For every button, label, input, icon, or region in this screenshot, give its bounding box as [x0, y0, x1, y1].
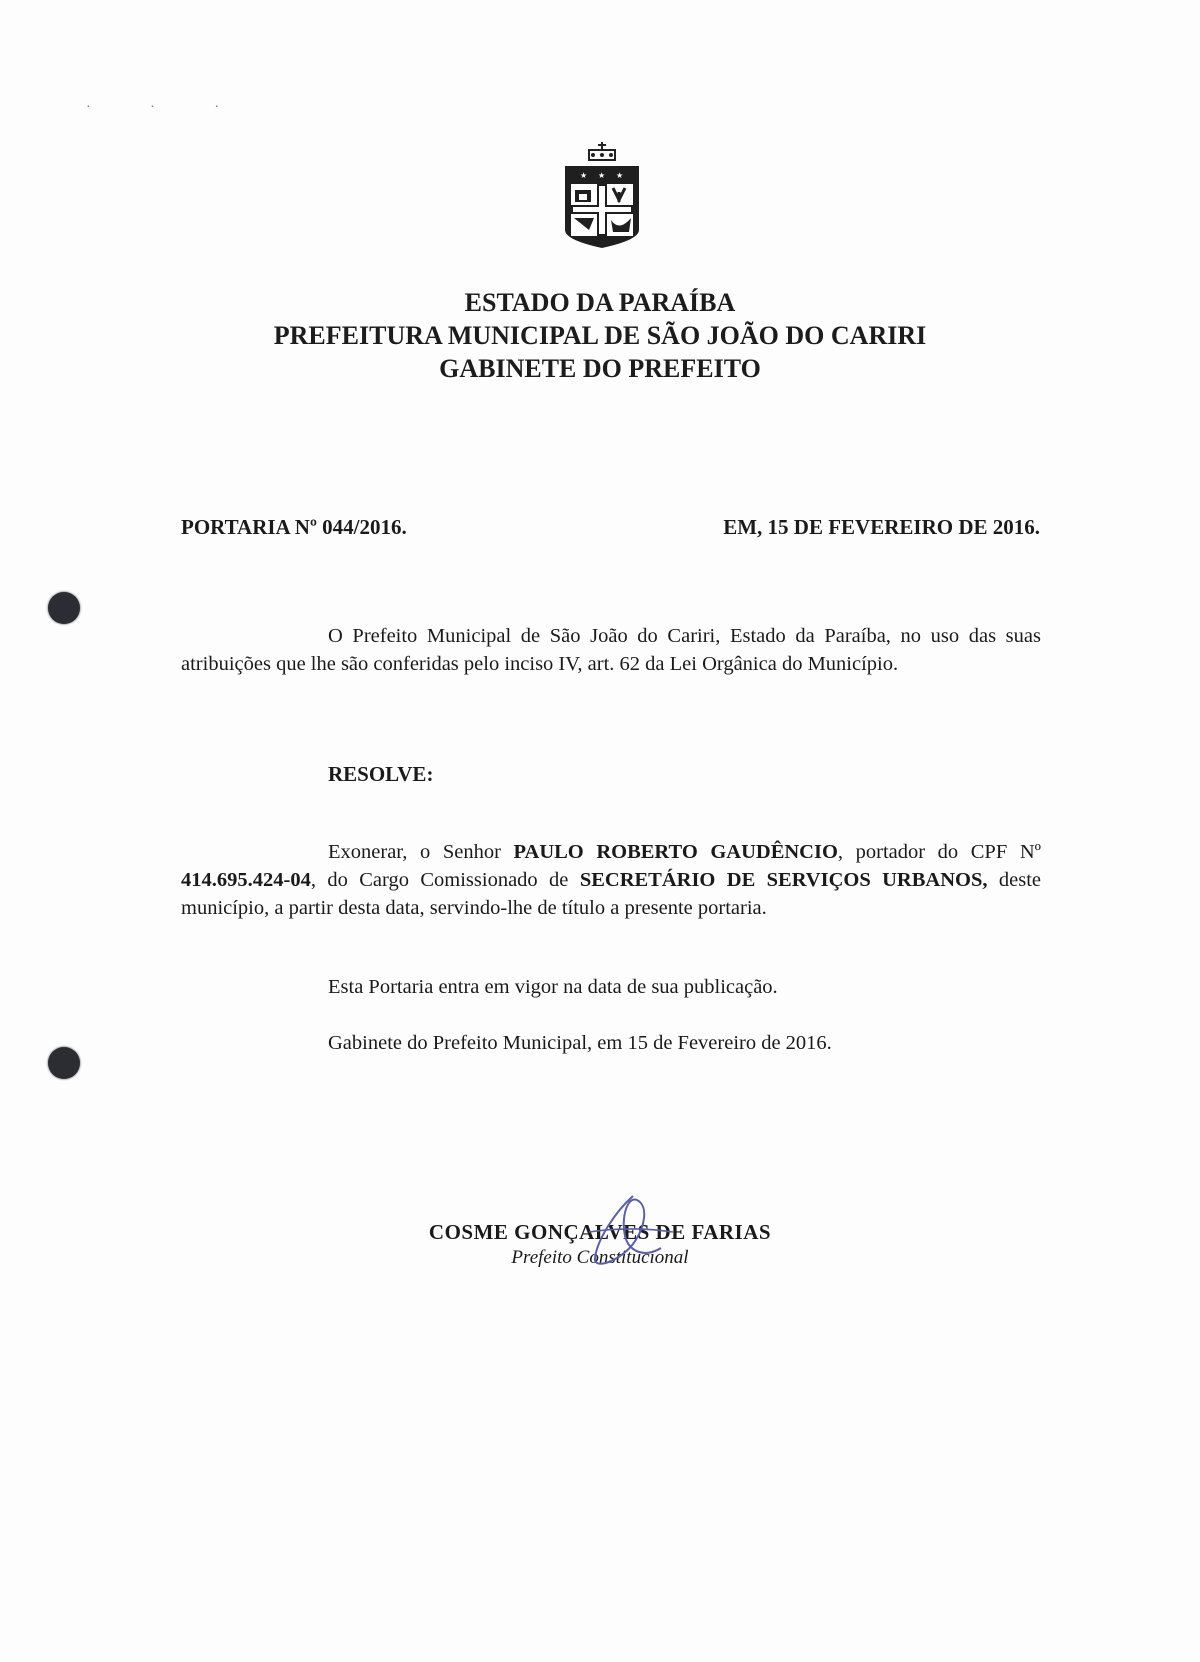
- exoneration-paragraph: [181, 838, 1041, 922]
- intro-paragraph: O Prefeito Municipal de São João do Cariri, Estado da Paraíba, no uso das suas atribuições que lhe são conferidas pelo inciso IV, art. 62 da Lei Orgânica do Município.: [181, 625, 1041, 675]
- header-gabinete: GABINETE DO PREFEITO: [439, 354, 761, 383]
- header-prefeitura: PREFEITURA MUNICIPAL DE SÃO JOÃO DO CARIRI: [273, 321, 927, 350]
- position-title: SECRETÁRIO DE SERVIÇOS URBANOS,: [579, 869, 988, 891]
- exoneration-text-4: deste município, a partir desta data, servindo-lhe de título a presente portaria.: [181, 869, 1041, 919]
- portaria-date: EM, 15 DE FEVEREIRO DE 2016.: [723, 515, 1040, 539]
- portaria-number: PORTARIA Nº 044/2016.: [181, 515, 407, 539]
- punch-hole-top: [48, 592, 80, 624]
- punch-hole-bottom: [48, 1047, 80, 1079]
- coat-of-arms-icon: [559, 140, 645, 250]
- exoneration-text-2: , portador do CPF Nº: [837, 841, 1041, 863]
- svg-text:★: ★: [598, 171, 606, 180]
- signer-name: COSME GONÇALVES DE FARIAS: [428, 1220, 772, 1244]
- header-state: ESTADO DA PARAÍBA: [464, 288, 736, 317]
- closing-sentence: Gabinete do Prefeito Municipal, em 15 de Fevereiro de 2016.: [328, 1032, 832, 1054]
- svg-text:★: ★: [616, 171, 624, 180]
- signer-role: Prefeito Constitucional: [511, 1247, 689, 1268]
- svg-text:★: ★: [580, 171, 588, 180]
- scan-specks: · · ·: [86, 100, 247, 115]
- exoneration-text-3: , do Cargo Comissionado de: [310, 869, 580, 891]
- exoneration-text-1: Exonerar, o Senhor: [328, 841, 514, 863]
- person-name: PAULO ROBERTO GAUDÊNCIO: [513, 841, 838, 863]
- document-header: [0, 286, 1200, 385]
- handwritten-signature: [575, 1192, 685, 1272]
- cpf-number: 414.695.424-04: [181, 869, 311, 891]
- resolve-heading: RESOLVE:: [328, 762, 434, 786]
- effective-date-sentence: Esta Portaria entra em vigor na data de sua publicação.: [328, 976, 778, 998]
